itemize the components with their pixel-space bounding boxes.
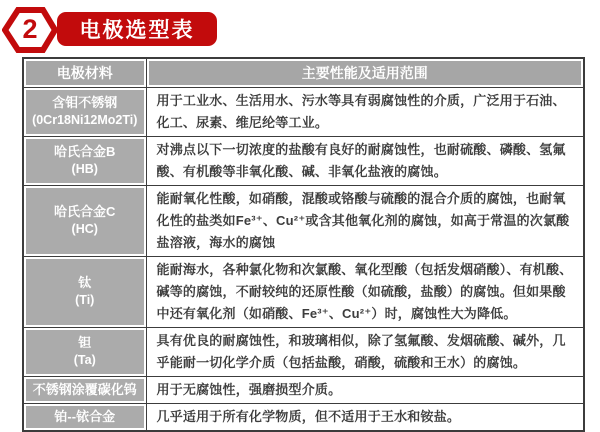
page-header [0,0,600,57]
badge-number: 2 [22,13,38,44]
table-row [23,403,584,431]
description-cell: 能耐氧化性酸，如硝酸，混酸或铬酸与硫酸的混合介质的腐蚀，也耐氧化性的盐类如Fe³⁺、Cu²⁺或含其他氧化剂的腐蚀，如高于常温的次氯酸盐溶液，海水的腐蚀 [146,185,584,256]
description-cell: 能耐海水，各种氯化物和次氯酸、氧化型酸（包括发烟硝酸）、有机酸、碱等的腐蚀，不耐较纯的还原性酸（如硫酸，盐酸）的腐蚀。但如果酸中还有氧化剂（如硝酸、Fe³⁺、Cu²⁺）时，腐蚀性大为降低。 [146,256,584,327]
table-header-row [23,58,584,87]
table-row [23,87,584,136]
page-title-banner [57,12,217,46]
description-cell: 对沸点以下一切浓度的盐酸有良好的耐腐蚀性，也耐硫酸、磷酸、氢氟酸、有机酸等非氧化酸、碱、非氧化盐液的腐蚀。 [146,136,584,185]
material-grade: (HC) [71,221,98,236]
material-name: 钛 [78,275,92,291]
table-row [23,185,584,256]
description-cell: 几乎适用于所有化学物质，但不适用于王水和铵盐。 [146,403,584,431]
table-row [23,136,584,185]
electrode-selection-table [22,57,585,432]
material-cell [23,403,146,431]
material-name: 哈氏合金B [54,144,116,160]
material-grade: (0Cr18Ni12Mo2Ti) [32,112,138,127]
material-grade: (HB) [71,161,98,176]
description-cell: 具有优良的耐腐蚀性，和玻璃相似，除了氢氟酸、发烟硫酸、碱外，几乎能耐一切化学介质（包括盐酸，硝酸，硫酸和王水）的腐蚀。 [146,327,584,376]
table-row [23,327,584,376]
material-name: 不锈钢涂覆碳化钨 [32,381,137,397]
description-cell: 用于无腐蚀性，强磨损型介质。 [146,376,584,403]
description-cell: 用于工业水、生活用水、污水等具有弱腐蚀性的介质，广泛用于石油、化工、尿素、维尼纶等工业。 [146,87,584,136]
material-cell [23,256,146,327]
material-cell [23,87,146,136]
material-cell [23,327,146,376]
material-cell [23,376,146,403]
material-grade: (Ta) [73,352,96,367]
material-name: 钽 [78,335,92,351]
header-cell-material: 电极材料 [23,58,146,87]
material-name: 铂--铱合金 [54,408,116,424]
table-row [23,376,584,403]
material-cell [23,136,146,185]
table-row [23,256,584,327]
material-name: 哈氏合金C [54,204,116,220]
material-name: 含钼不锈钢 [52,95,118,111]
header-cell-performance: 主要性能及适用范围 [146,58,584,87]
material-grade: (Ti) [75,292,95,307]
page-title: 电极选型表 [79,19,195,42]
material-cell [23,185,146,256]
